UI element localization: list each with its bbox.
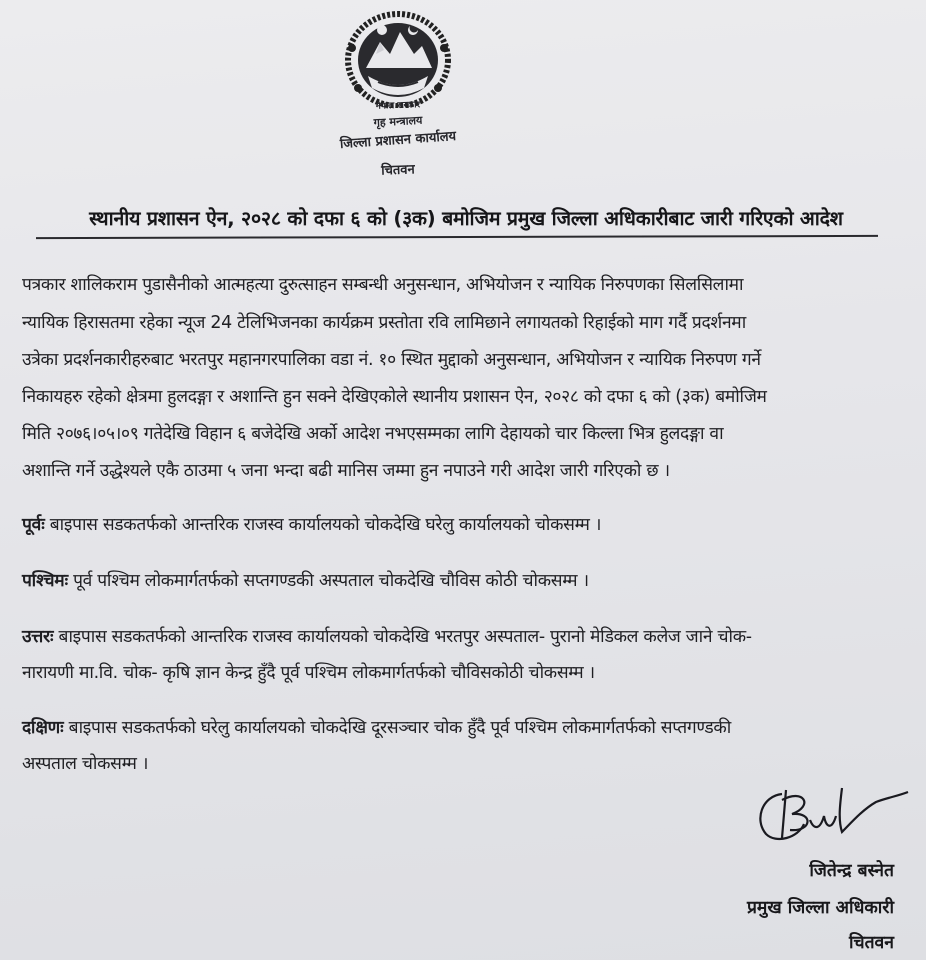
boundary-south-line-2: अस्पताल चोकसम्म । (22, 754, 149, 774)
handwritten-signature (752, 780, 912, 850)
boundary-south-label: दक्षिणः (22, 718, 64, 738)
boundary-south-text-1: बाइपास सडकतर्फको घरेलु कार्यालयको चोकदेखि दूरसञ्चार चोक हुँदै पूर्व पश्चिम लोकमार्गतर्फको सप्तगण्डकी (63, 718, 731, 738)
boundary-east (22, 512, 926, 536)
signatory-designation: प्रमुख जिल्ला अधिकारी (746, 898, 894, 918)
body-line-5: मिति २०७६।०५।०९ गतेदेखि विहान ६ बजेदेखि अर्को आदेश नभएसम्मका लागि देहायको चार किल्ला भित्र हुलदङ्गा वा (22, 424, 724, 444)
signatory-name: जितेन्द्र बस्नेत (809, 861, 894, 881)
boundary-west-label: पश्चिमः (22, 571, 68, 591)
body-line-2: न्यायिक हिरासतमा रहेका न्यूज 24 टेलिभिजनका कार्यक्रम प्रस्तोता रवि लामिछाने लगायतको रिहाईको माग गर्दै प्रदर्शनमा (22, 313, 746, 333)
document-title: स्थानीय प्रशासन ऐन, २०२८ को दफा ६ को (३क) बमोजिम प्रमुख जिल्ला अधिकारीबाट जारी गरिएको आदेश (89, 207, 843, 230)
body-line-6: अशान्ति गर्ने उद्धेश्यले एकै ठाउमा ५ जना भन्दा बढी मानिस जम्मा हुन नपाउने गरी आदेश जारी गरिएको छ । (22, 461, 670, 481)
body-line-4: निकायहरु रहेको क्षेत्रमा हुलदङ्गा र अशान्ति हुन सक्ने देखिएकोले स्थानीय प्रशासन ऐन, २०२८ को दफा ६ को (३क) बमोजिम (22, 387, 767, 407)
signature-icon (752, 780, 912, 850)
boundary-north-text-1: बाइपास सडकतर्फको आन्तरिक राजस्व कार्यालयको चोकदेखि भरतपुर अस्पताल- पुरानो मेडिकल कलेज जाने चोक- (53, 627, 752, 647)
boundary-west-text: पूर्व पश्चिम लोकमार्गतर्फको सप्तगण्डकी अस्पताल चोकदेखि चौविस कोठी चोकसम्म । (67, 571, 589, 591)
body-line-1: पत्रकार शालिकराम पुडासैनीको आत्महत्या दुरुत्साहन सम्बन्धी अनुसन्धान, अभियोजन र न्यायिक निरुपणका सिलसिलामा (22, 275, 744, 295)
body-line-3: उत्रेका प्रदर्शनकारीहरुबाट भरतपुर महानगरपालिका वडा नं. १० स्थित मुद्दाको अनुसन्धान, अभियोजन र न्यायिक निरुपण गर्ने (22, 350, 761, 370)
boundary-north-line-2: नारायणी मा.वि. चोक- कृषि ज्ञान केन्द्र हुँदै पूर्व पश्चिम लोकमार्गतर्फको चौविसकोठी चोकसम्म । (22, 663, 595, 683)
nepal-emblem-icon (318, 8, 478, 108)
boundary-north-line-1 (22, 624, 926, 648)
seal-text-office: जिल्ला प्रशासन कार्यालय (339, 128, 457, 153)
seal-text-district: चितवन (380, 162, 415, 179)
boundary-west (22, 568, 926, 592)
seal-text-government: नेपाल सरकार (375, 100, 421, 112)
boundary-south-line-1 (22, 715, 926, 739)
seal-text-ministry: गृह मन्त्रालय (373, 113, 423, 130)
official-seal (318, 8, 478, 180)
boundary-east-text: बाइपास सडकतर्फको आन्तरिक राजस्व कार्यालयको चोकदेखि घरेलु कार्यालयको चोकसम्म । (44, 515, 602, 535)
signatory-district: चितवन (848, 933, 894, 953)
title-underline (36, 235, 878, 239)
boundary-east-label: पूर्वः (22, 515, 45, 535)
boundary-north-label: उत्तरः (22, 627, 54, 647)
